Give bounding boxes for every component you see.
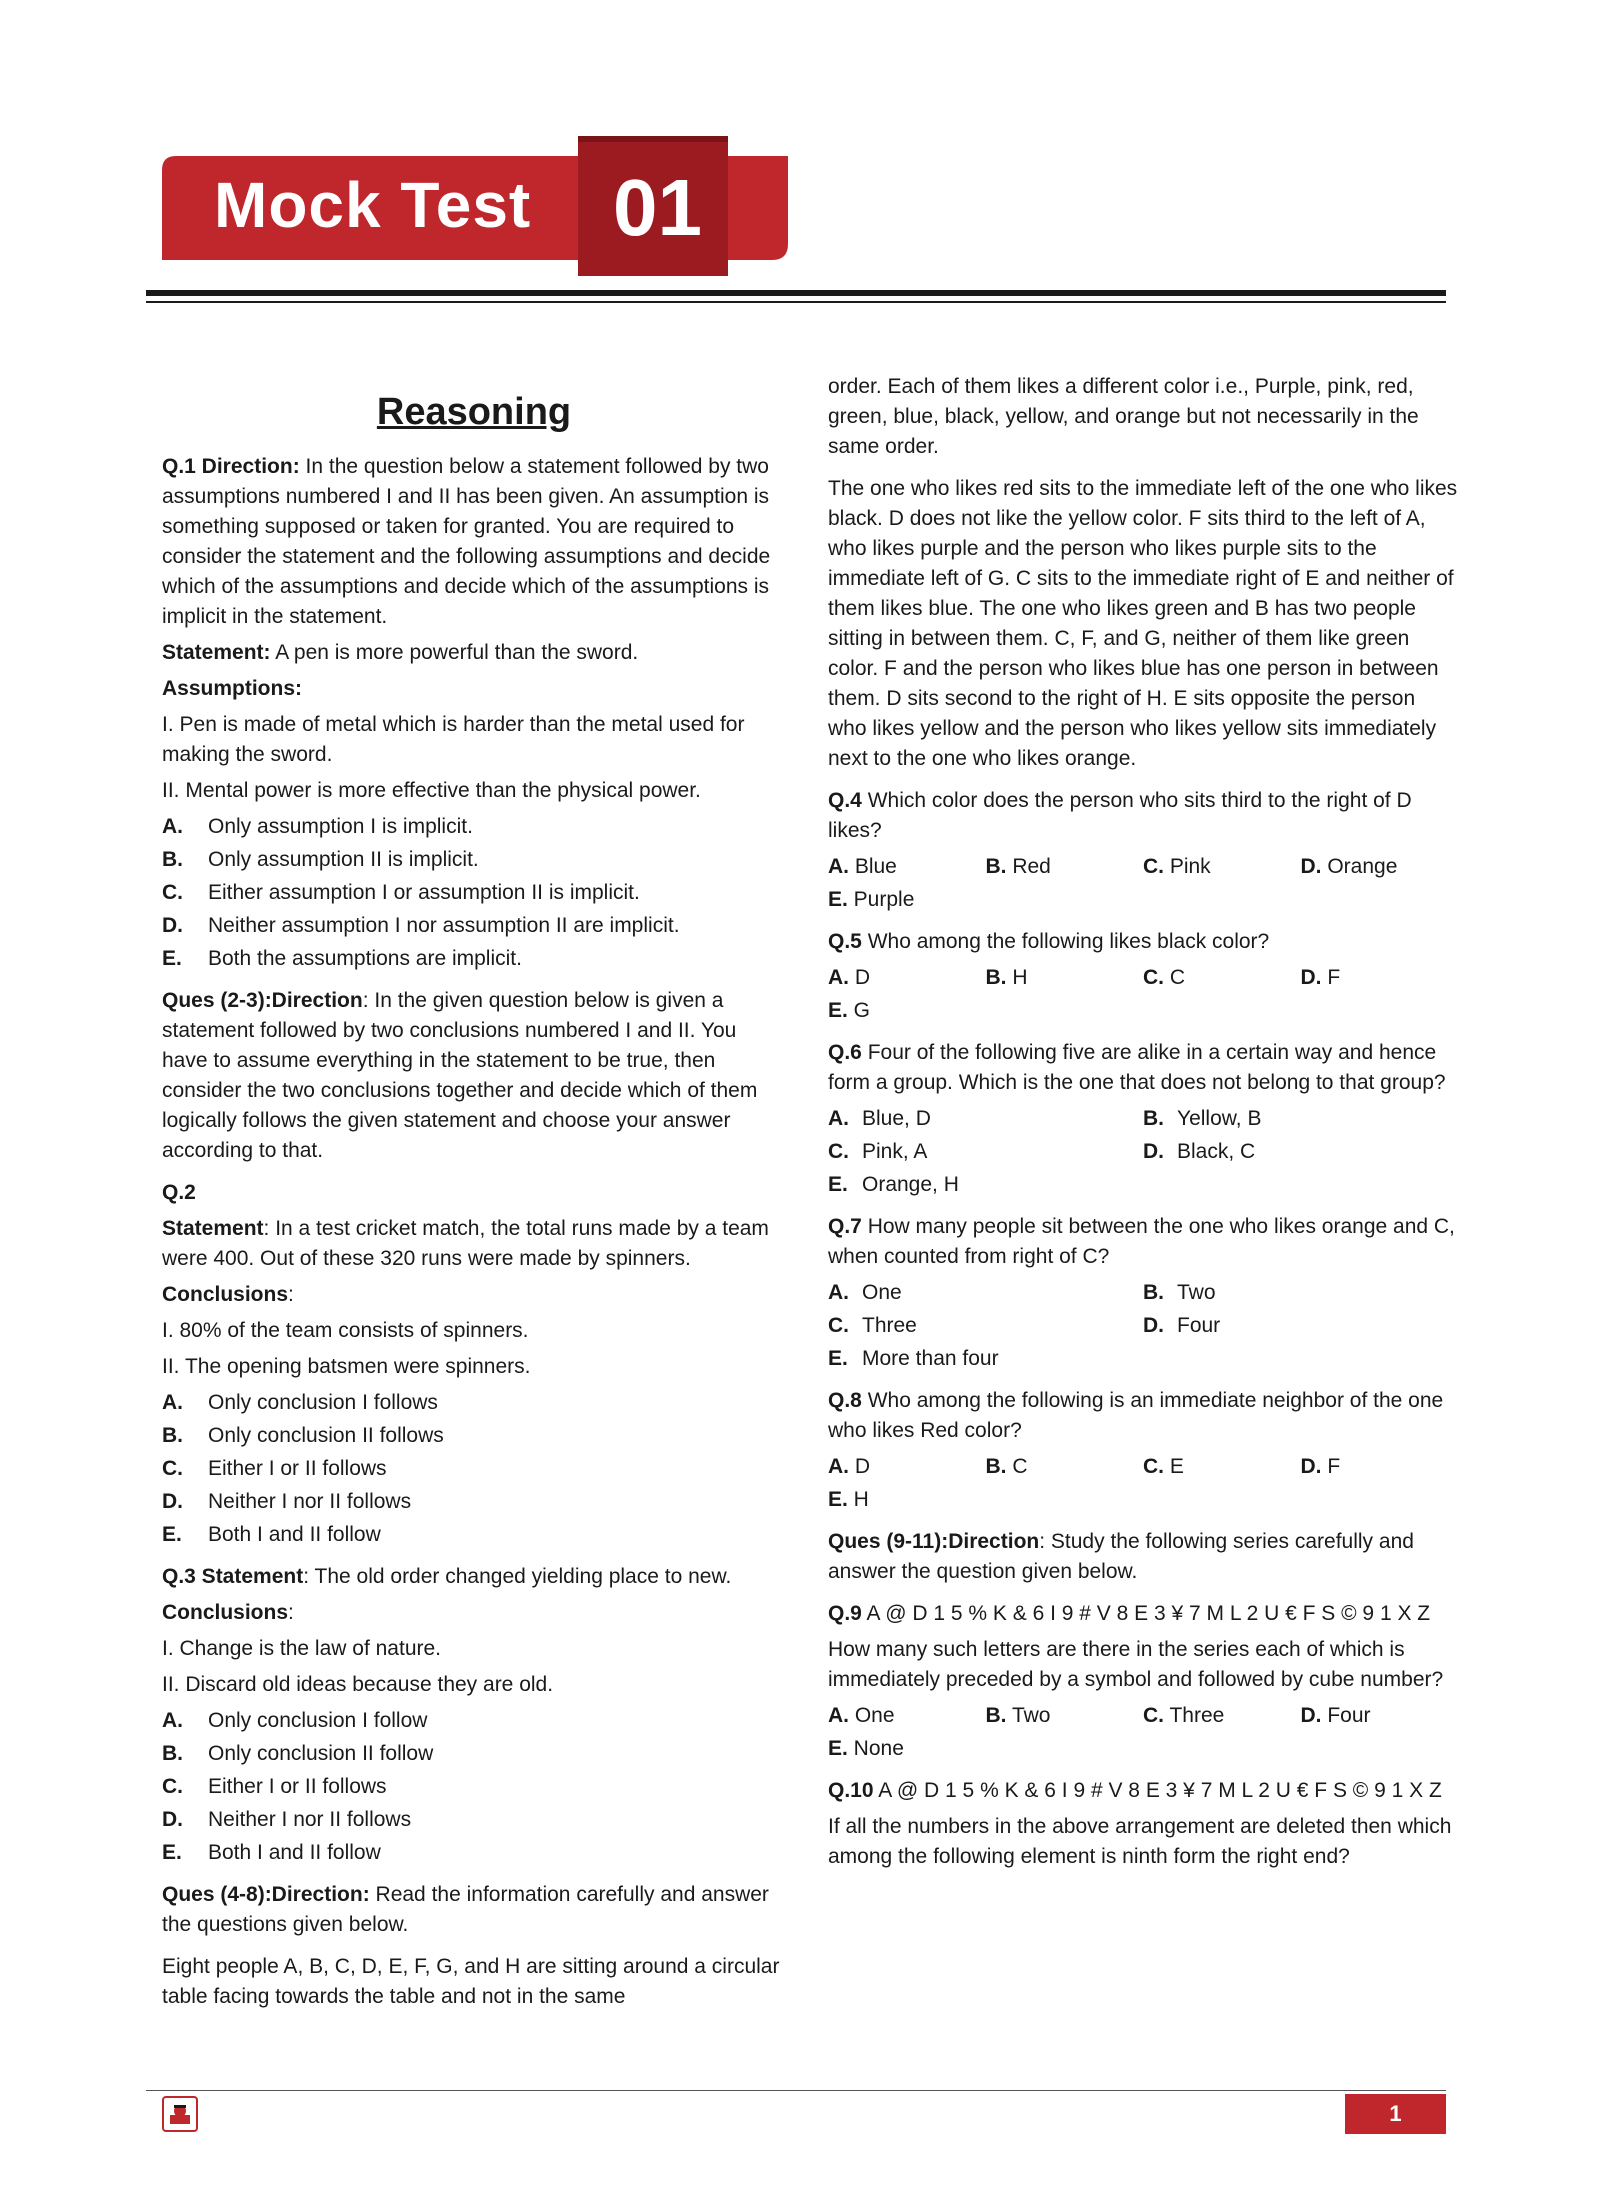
q1-statement: Statement: A pen is more powerful than the sword. xyxy=(162,641,639,664)
option[interactable]: D. F xyxy=(1300,966,1341,989)
mock-test-banner xyxy=(162,136,788,276)
option[interactable]: D. Orange xyxy=(1300,855,1398,878)
q1-assumptions-label: Assumptions: xyxy=(162,677,303,700)
option[interactable]: A. Only conclusion I follows xyxy=(162,1391,438,1414)
option[interactable]: A. D xyxy=(828,1455,870,1478)
option[interactable]: D. F xyxy=(1300,1455,1341,1478)
q5-question: Q.5 Who among the following likes black color? xyxy=(828,930,1270,953)
right-column xyxy=(828,372,1458,1878)
q3-options xyxy=(162,1706,786,1868)
option[interactable]: E. None xyxy=(828,1737,904,1760)
q3-conclusions-label: Conclusions: xyxy=(162,1601,294,1624)
option[interactable]: A. Only conclusion I follow xyxy=(162,1709,428,1732)
q10-question: If all the numbers in the above arrangement are deleted then which among the following element is ninth form the right end? xyxy=(828,1815,1452,1868)
option[interactable]: D. Neither assumption I nor assumption II are implicit. xyxy=(162,914,680,937)
q3-conclusion-1: I. Change is the law of nature. xyxy=(162,1637,441,1660)
option[interactable]: E. Both I and II follow xyxy=(162,1841,381,1864)
q2-conclusion-1: I. 80% of the team consists of spinners. xyxy=(162,1319,529,1342)
header-rule-thick xyxy=(146,290,1446,296)
option[interactable]: B. H xyxy=(985,966,1028,989)
q10-series: Q.10 A @ D 1 5 % K & 6 I 9 # V 8 E 3 ¥ 7 M L 2 U € F S © 9 1 X Z xyxy=(828,1779,1442,1802)
option[interactable]: E. Orange, H xyxy=(828,1173,959,1196)
q2-statement: Statement: In a test cricket match, the total runs made by a team were 400. Out of these 320 runs were made by spinners. xyxy=(162,1217,769,1270)
q1-assumption-2: II. Mental power is more effective than the physical power. xyxy=(162,779,701,802)
q3-conclusion-2: II. Discard old ideas because they are old. xyxy=(162,1673,554,1696)
option[interactable]: E. Purple xyxy=(828,888,915,911)
page-number: 1 xyxy=(1345,2094,1446,2134)
q4-options-row xyxy=(828,852,1458,882)
option[interactable]: B. Only conclusion II follows xyxy=(162,1424,444,1447)
q7-options-row-3 xyxy=(828,1344,1458,1374)
option[interactable]: E. G xyxy=(828,999,871,1022)
option[interactable]: C. Either assumption I or assumption II is implicit. xyxy=(162,881,640,904)
q5-options-row xyxy=(828,963,1458,993)
option[interactable]: C. Three xyxy=(1143,1704,1225,1727)
left-column xyxy=(162,380,786,2018)
option[interactable]: C. Three xyxy=(828,1314,917,1337)
option[interactable]: E. More than four xyxy=(828,1347,999,1370)
publisher-logo-icon xyxy=(162,2096,198,2132)
q9-11-direction: Ques (9-11):Direction: Study the following series carefully and answer the question given below. xyxy=(828,1530,1414,1583)
q4-8-paragraph-cont: order. Each of them likes a different color i.e., Purple, pink, red, green, blue, black, yellow, and orange but not necessarily in the same order. xyxy=(828,375,1419,458)
q2-conclusions-label: Conclusions: xyxy=(162,1283,294,1306)
option[interactable]: C. C xyxy=(1143,966,1185,989)
option[interactable]: B. Only conclusion II follow xyxy=(162,1742,434,1765)
q8-options-row xyxy=(828,1452,1458,1482)
q4-question: Q.4 Which color does the person who sits third to the right of D likes? xyxy=(828,789,1412,842)
q8-question: Q.8 Who among the following is an immediate neighbor of the one who likes Red color? xyxy=(828,1389,1444,1442)
option[interactable]: E. Both the assumptions are implicit. xyxy=(162,947,522,970)
option[interactable]: D. Neither I nor II follows xyxy=(162,1808,412,1831)
q9-options-row xyxy=(828,1701,1458,1731)
option[interactable]: E. Both I and II follow xyxy=(162,1523,381,1546)
option[interactable]: B. Yellow, B xyxy=(1143,1107,1262,1130)
option[interactable]: E. H xyxy=(828,1488,869,1511)
option[interactable]: C. Either I or II follows xyxy=(162,1457,387,1480)
q6-options-row xyxy=(828,1104,1458,1134)
q5-options-row-2 xyxy=(828,996,1458,1026)
option[interactable]: A. One xyxy=(828,1281,902,1304)
option[interactable]: C. Pink xyxy=(1143,855,1211,878)
q7-options-row xyxy=(828,1278,1458,1308)
banner-number: 01 xyxy=(613,163,702,252)
option[interactable]: A. D xyxy=(828,966,870,989)
q3-statement: Q.3 Statement: The old order changed yielding place to new. xyxy=(162,1565,732,1588)
banner-title: Mock Test xyxy=(214,169,532,241)
q1-assumption-1: I. Pen is made of metal which is harder than the metal used for making the sword. xyxy=(162,713,745,766)
q8-options-row-2 xyxy=(828,1485,1458,1515)
option[interactable]: D. Neither I nor II follows xyxy=(162,1490,412,1513)
option[interactable]: B. C xyxy=(985,1455,1028,1478)
q4-8-paragraph-start: Eight people A, B, C, D, E, F, G, and H are sitting around a circular table facing towards the table and not in the same xyxy=(162,1955,780,2008)
option[interactable]: A. Blue, D xyxy=(828,1107,931,1130)
option[interactable]: D. Four xyxy=(1300,1704,1371,1727)
option[interactable]: C. Either I or II follows xyxy=(162,1775,387,1798)
q9-question: How many such letters are there in the series each of which is immediately preceded by a symbol and followed by cube number? xyxy=(828,1638,1444,1691)
q6-options-row-2 xyxy=(828,1137,1458,1167)
q6-question: Q.6 Four of the following five are alike in a certain way and hence form a group. Which is the one that does not belong to that group? xyxy=(828,1041,1446,1094)
option[interactable]: C. Pink, A xyxy=(828,1140,928,1163)
section-title: Reasoning xyxy=(376,391,572,433)
q7-question: Q.7 How many people sit between the one who likes orange and C, when counted from right of C? xyxy=(828,1215,1455,1268)
q1-direction: Q.1 Direction: In the question below a statement followed by two assumptions numbered I and II has been given. An assumption is something supposed or taken for granted. You are required to consider the statement and the following assumptions and decide which of the assumptions and decide which of the assumptions is implicit in the statement. xyxy=(162,455,771,628)
q2-conclusion-2: II. The opening batsmen were spinners. xyxy=(162,1355,531,1378)
q2-label: Q.2 xyxy=(162,1181,196,1204)
q1-options xyxy=(162,812,786,974)
option[interactable]: B. Only assumption II is implicit. xyxy=(162,848,479,871)
option[interactable]: D. Four xyxy=(1143,1314,1221,1337)
footer-rule xyxy=(146,2090,1446,2091)
option[interactable]: A. One xyxy=(828,1704,895,1727)
q9-series: Q.9 A @ D 1 5 % K & 6 I 9 # V 8 E 3 ¥ 7 M L 2 U € F S © 9 1 X Z xyxy=(828,1602,1431,1625)
option[interactable]: A. Blue xyxy=(828,855,897,878)
option[interactable]: B. Two xyxy=(1143,1281,1216,1304)
q7-options-row-2 xyxy=(828,1311,1458,1341)
option[interactable]: B. Two xyxy=(985,1704,1051,1727)
q2-3-direction: Ques (2-3):Direction: In the given question below is given a statement followed by two conclusions numbered I and II. You have to assume everything in the statement to be true, then consider the two conclusions together and decide which of them logically follows the given statement and choose your answer according to that. xyxy=(162,989,758,1162)
header-rule-thin xyxy=(146,301,1446,303)
option[interactable]: B. Red xyxy=(985,855,1051,878)
q6-options-row-3 xyxy=(828,1170,1458,1200)
option[interactable]: A. Only assumption I is implicit. xyxy=(162,815,473,838)
option[interactable]: C. E xyxy=(1143,1455,1184,1478)
q4-8-direction: Ques (4-8):Direction: Read the information carefully and answer the questions given below. xyxy=(162,1883,769,1936)
q2-options xyxy=(162,1388,786,1550)
option[interactable]: D. Black, C xyxy=(1143,1140,1256,1163)
q4-8-paragraph-2: The one who likes red sits to the immediate left of the one who likes black. D does not like the yellow color. F sits third to the left of A, who likes purple and the person who likes purple sits to the immediate left of G. C sits to the immediate right of E and neither of them likes blue. The one who likes green and B has two people sitting in between them. C, F, and G, neither of them like green color. F and the person who likes blue has one person in between them. D sits second to the right of H. E sits opposite the person who likes yellow and the person who likes yellow sits immediately next to the one who likes orange. xyxy=(828,477,1458,770)
q4-options-row-2 xyxy=(828,885,1458,915)
q9-options-row-2 xyxy=(828,1734,1458,1764)
